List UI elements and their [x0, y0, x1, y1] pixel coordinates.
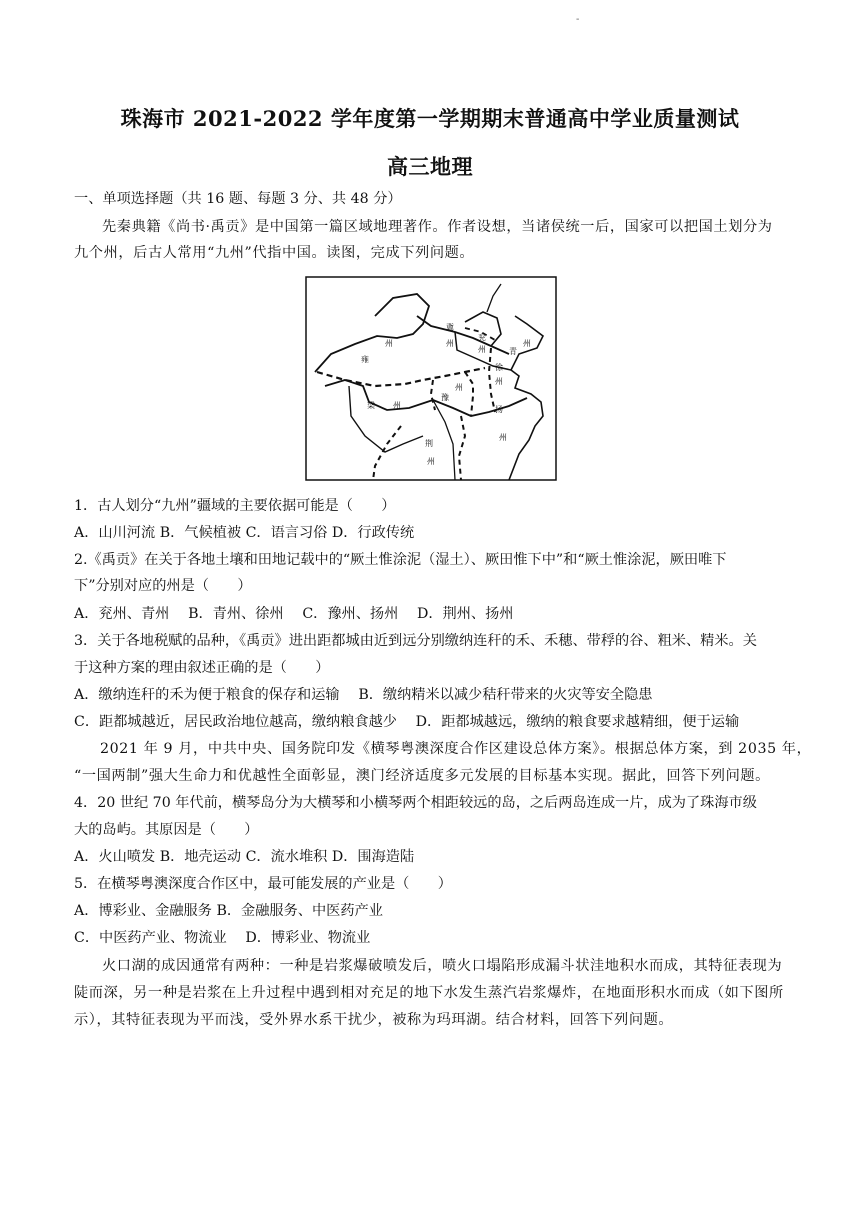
q2-options: A．兖州、青州 B．青州、徐州 C．豫州、扬州 D．荆州、扬州: [74, 606, 514, 622]
passage3-line3: 示），其特征表现为平而浅，受外界水系干扰少，被称为玛珥湖。结合材料，回答下列问题。: [74, 1012, 674, 1028]
map-label-ji2: 州: [446, 339, 454, 348]
map-label-yu1: 州: [455, 383, 463, 392]
q1-stem: 1．古人划分“九州”疆域的主要依据可能是（ ）: [74, 498, 396, 514]
section-heading: 一、单项选择题（共 16 题、每题 3 分、共 48 分）: [74, 191, 402, 207]
map-label-xu1: 徐: [495, 363, 503, 372]
map-label-ji1: 冀: [446, 323, 454, 332]
q4-options: A．火山喷发 B．地壳运动 C．流水堆积 D．围海造陆: [74, 849, 415, 865]
q4-stem-line2: 大的岛屿。其原因是（ ）: [74, 822, 259, 838]
q5-options-ab: A．博彩业、金融服务 B．金融服务、中医药产业: [74, 903, 383, 919]
map-label-yan1: 兖: [478, 333, 486, 342]
map-label-liang2: 州: [393, 401, 401, 410]
passage3-line1: 火口湖的成因通常有两种：一种是岩浆爆破喷发后，喷火口塌陷形成漏斗状洼地积水而成，其特征表现为: [102, 958, 783, 974]
map-label-yong2: 雍: [361, 355, 369, 364]
q3-stem-line2: 于这种方案的理由叙述正确的是（ ）: [74, 660, 330, 676]
q4-stem-line1: 4．20 世纪 70 年代前，横琴岛分为大横琴和小横琴两个相距较远的岛，之后两岛连成一片，成为了珠海市级: [74, 795, 757, 811]
q3-options-cd: C．距都城越近，居民政治地位越高，缴纳粮食越少 D．距都城越远，缴纳的粮食要求越精细，便于运输: [74, 714, 740, 730]
map-label-jing1: 荆: [425, 439, 433, 448]
map-label-liang1: 梁: [367, 401, 375, 410]
exam-title: 珠海市 2021-2022 学年度第一学期期末普通高中学业质量测试: [120, 106, 740, 131]
q3-options-ab: A．缴纳连秆的禾为便于粮食的保存和运输 B．缴纳精米以减少秸秆带来的火灾等安全隐患: [74, 687, 653, 703]
q2-stem-line1: 2.《禹贡》在关于各地土壤和田地记载中的“厥土惟涂泥（湿土）、厥田惟下中”和“厥土惟涂泥，厥田唯下: [74, 552, 727, 568]
q5-stem: 5．在横琴粤澳深度合作区中，最可能发展的产业是（ ）: [74, 876, 452, 892]
passage3-line2: 陡而深，另一种是岩浆在上升过程中遇到相对充足的地下水发生蒸汽岩浆爆炸，在地面形积水而成（如下图所: [74, 985, 784, 1001]
passage2-line1: 2021 年 9 月，中共中央、国务院印发《横琴粤澳深度合作区建设总体方案》。根据总体方案，到 2035 年，: [100, 741, 812, 757]
map-label-qing2: 州: [523, 339, 531, 348]
exam-subtitle: 高三地理: [387, 154, 473, 179]
q5-options-cd: C．中医药产业、物流业 D．博彩业、物流业: [74, 930, 371, 946]
map-label-yang1: 扬: [495, 405, 503, 414]
map-label-yong1: 州: [385, 339, 393, 348]
passage2-line2: “一国两制”强大生命力和优越性全面彰显，澳门经济适度多元发展的目标基本实现。据此，回答下列问题。: [74, 768, 770, 784]
map-label-xu2: 州: [495, 377, 503, 386]
map-label-yang2: 州: [499, 433, 507, 442]
map-label-yan2: 州: [478, 345, 486, 354]
map-label-yu2: 豫: [441, 393, 449, 402]
q2-stem-line2: 下”分别对应的州是（ ）: [74, 578, 252, 594]
q1-options: A．山川河流 B．气候植被 C．语言习俗 D．行政传统: [74, 525, 415, 541]
passage1-line2: 九个州，后古人常用“九州”代指中国。读图，完成下列问题。: [74, 245, 475, 261]
map-label-qing1: 青: [509, 347, 517, 356]
header-mark: -: [576, 14, 580, 25]
q3-stem-line1: 3．关于各地税赋的品种，《禹贡》进出距都城由近到远分别缴纳连秆的禾、禾穗、带稃的谷、粗米、精米。关: [74, 633, 757, 649]
nine-provinces-map: [305, 276, 557, 481]
passage1-line1: 先秦典籍《尚书·禹贡》是中国第一篇区域地理著作。作者设想，当诸侯统一后，国家可以把国土划分为: [102, 219, 773, 235]
map-label-jing2: 州: [427, 457, 435, 466]
